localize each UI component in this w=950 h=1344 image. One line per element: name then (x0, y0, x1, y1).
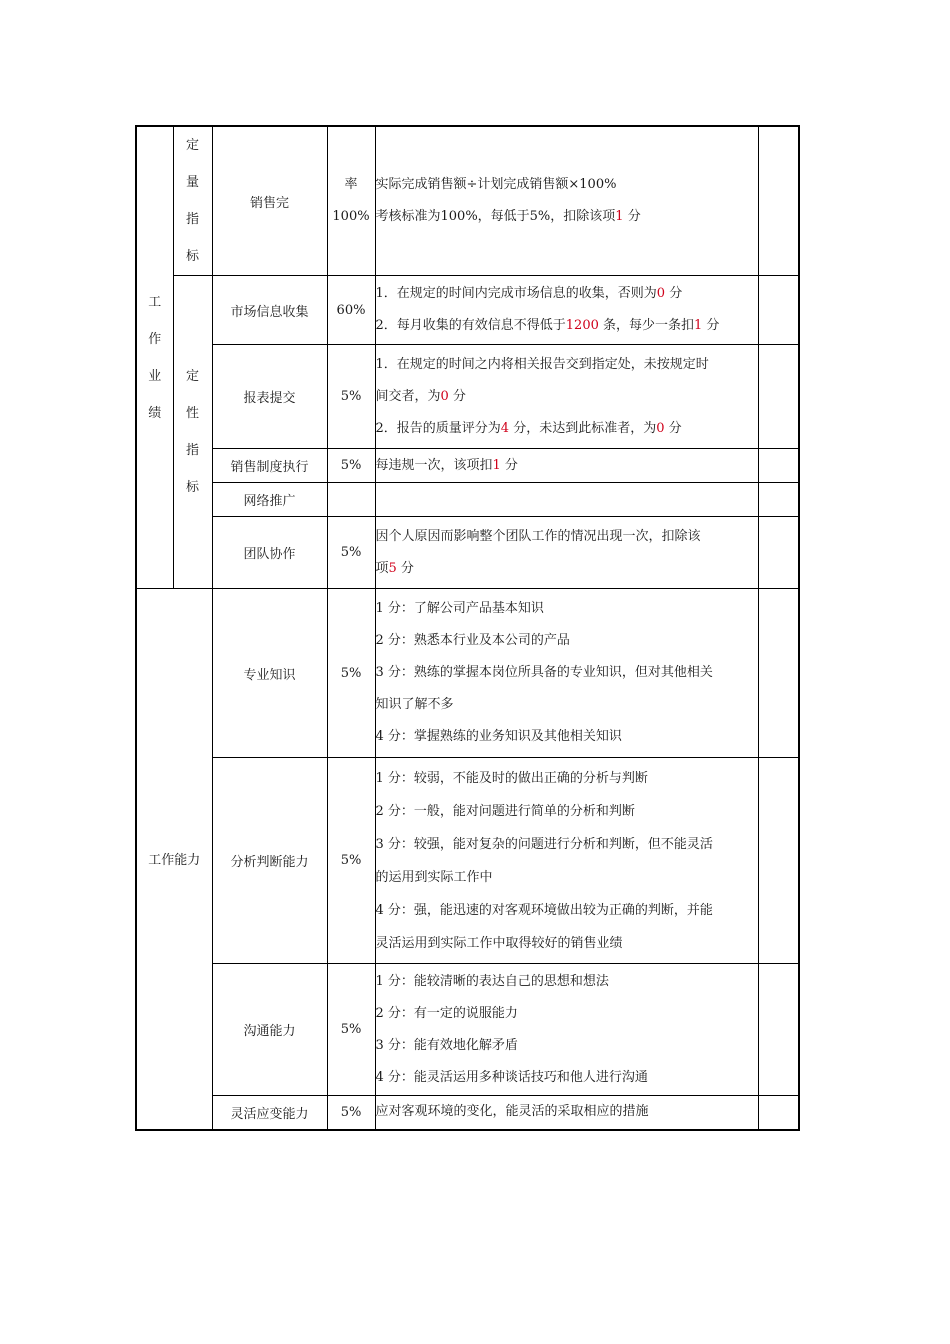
metric-rate: 5% (327, 449, 375, 483)
metric-rate: 5% (327, 589, 375, 758)
metric-rate: 60% (327, 276, 375, 345)
score-cell[interactable] (758, 449, 799, 483)
metric-name: 报表提交 (212, 345, 327, 449)
score-cell[interactable] (758, 276, 799, 345)
metric-description: 1．在规定的时间之内将相关报告交到指定处，未按规定时 间交者，为0 分 2．报告的质量评分为4 分，未达到此标准者，为0 分 (375, 345, 758, 449)
metric-rate (327, 483, 375, 517)
metric-name: 销售完 (212, 126, 327, 276)
table-row (136, 964, 799, 1096)
table-row (136, 517, 799, 589)
metric-rate: 5% (327, 758, 375, 964)
score-cell[interactable] (758, 589, 799, 758)
metric-description: 1 分：了解公司产品基本知识 2 分：熟悉本行业及本公司的产品 3 分：熟练的掌握本岗位所具备的专业知识，但对其他相关 知识了解不多 4 分：掌握熟练的业务知识及其他相关知识 (375, 589, 758, 758)
score-cell[interactable] (758, 483, 799, 517)
table-row (136, 126, 799, 276)
score-cell[interactable] (758, 964, 799, 1096)
table-row (136, 345, 799, 449)
metric-name: 市场信息收集 (212, 276, 327, 345)
metric-rate: 率 100% (327, 126, 375, 276)
metric-description: 1 分：能较清晰的表达自己的思想和想法 2 分：有一定的说服能力 3 分：能有效地化解矛盾 4 分：能灵活运用多种谈话技巧和他人进行沟通 (375, 964, 758, 1096)
metric-description: 1．在规定的时间内完成市场信息的收集，否则为0 分 2．每月收集的有效信息不得低于1200 条，每少一条扣1 分 (375, 276, 758, 345)
subcategory-qualitative: 定 性 指 标 (173, 276, 212, 589)
metric-description: 应对客观环境的变化，能灵活的采取相应的措施 (375, 1096, 758, 1130)
metric-name: 团队协作 (212, 517, 327, 589)
metric-name: 网络推广 (212, 483, 327, 517)
score-cell[interactable] (758, 758, 799, 964)
metric-description (375, 483, 758, 517)
assessment-table (135, 125, 800, 1131)
table-row (136, 276, 799, 345)
metric-rate: 5% (327, 517, 375, 589)
metric-name: 销售制度执行 (212, 449, 327, 483)
score-cell[interactable] (758, 126, 799, 276)
metric-rate: 5% (327, 1096, 375, 1130)
metric-name: 沟通能力 (212, 964, 327, 1096)
score-cell[interactable] (758, 1096, 799, 1130)
table-row (136, 483, 799, 517)
score-cell[interactable] (758, 517, 799, 589)
metric-name: 分析判断能力 (212, 758, 327, 964)
table-row (136, 758, 799, 964)
metric-rate: 5% (327, 964, 375, 1096)
metric-rate: 5% (327, 345, 375, 449)
metric-name: 灵活应变能力 (212, 1096, 327, 1130)
subcategory-quantitative: 定 量 指 标 (173, 126, 212, 276)
table-row (136, 589, 799, 758)
metric-description: 1 分：较弱，不能及时的做出正确的分析与判断 2 分：一般，能对问题进行简单的分析和判断 3 分：较强，能对复杂的问题进行分析和判断，但不能灵活 的运用到实际工作中 4 分：强，能迅速的对客观环境做出较为正确的判断，并能 灵活运用到实际工作中取得较好的销售业绩 (375, 758, 758, 964)
category-ability: 工作能力 (136, 589, 212, 1130)
metric-description: 因个人原因而影响整个团队工作的情况出现一次，扣除该 项5 分 (375, 517, 758, 589)
table-row (136, 1096, 799, 1130)
metric-name: 专业知识 (212, 589, 327, 758)
metric-description: 每违规一次，该项扣1 分 (375, 449, 758, 483)
metric-description: 实际完成销售额÷计划完成销售额×100% 考核标准为100%，每低于5%，扣除该项1 分 (375, 126, 758, 276)
score-cell[interactable] (758, 345, 799, 449)
category-performance: 工 作 业 绩 (136, 126, 173, 589)
table-row (136, 449, 799, 483)
